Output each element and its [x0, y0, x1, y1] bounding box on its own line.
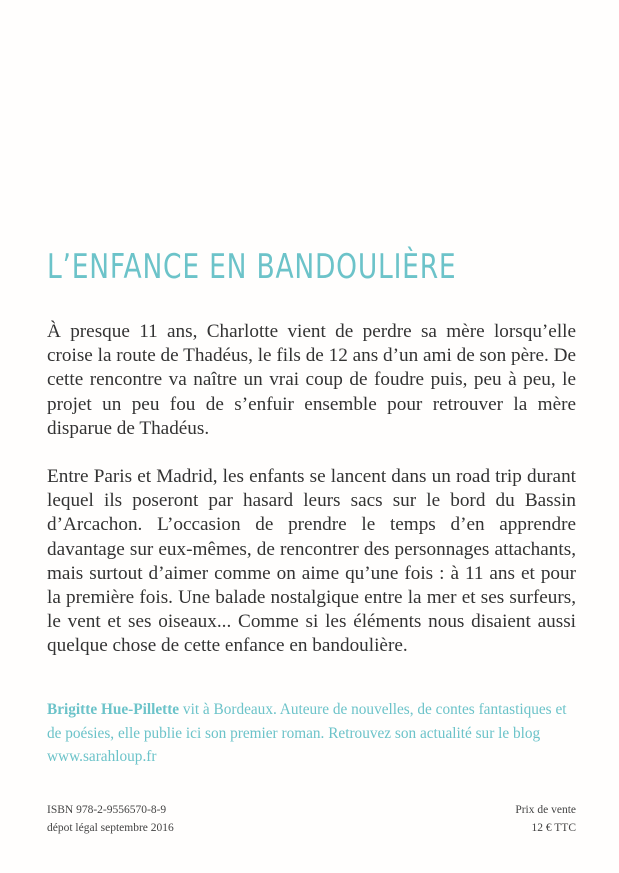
author-bio-text: vit à Bordeaux. Auteure de nouvelles, de contes fantastiques et de poésies, elle publie ici son premier roman. Retrouvez son actualité sur le blog www.sarahloup.fr	[47, 701, 567, 765]
author-bio	[47, 698, 579, 769]
price-block	[515, 801, 576, 837]
price: 12 € TTC	[531, 822, 576, 834]
legal-deposit: dépot légal septembre 2016	[47, 822, 174, 834]
synopsis	[47, 320, 576, 683]
isbn: ISBN 978-2-9556570-8-9	[47, 804, 167, 816]
author-name: Brigitte Hue-Pillette	[47, 701, 180, 718]
isbn-block	[47, 801, 174, 837]
price-label: Prix de vente	[515, 804, 576, 816]
synopsis-paragraph-1: À presque 11 ans, Charlotte vient de perdre sa mère lorsqu’elle croise la route de Thadéus, le fils de 12 ans d’un ami de son père. De cette rencontre va naître un vrai coup de foudre puis, peu à peu, le projet un peu fou de s’enfuir ensemble pour retrouver la mère disparue de Thadéus.	[47, 321, 576, 439]
book-title: L’ENFANCE EN BANDOULIÈRE	[47, 247, 457, 287]
synopsis-paragraph-2: Entre Paris et Madrid, les enfants se lancent dans un road trip durant lequel ils poseront par hasard leurs sacs sur le bord du Bassin d’Arcachon. L’occasion de prendre le temps d’en apprendre davantage sur eux-mêmes, de rencontrer des personnages attachants, mais surtout d’aimer comme on aime qu’une fois : à 11 ans et pour la première fois. Une balade nostalgique entre la mer et ses surfeurs, le vent et ses oiseaux... Comme si les éléments nous disaient aussi quelque chose de cette enfance en bandoulière.	[47, 466, 576, 657]
